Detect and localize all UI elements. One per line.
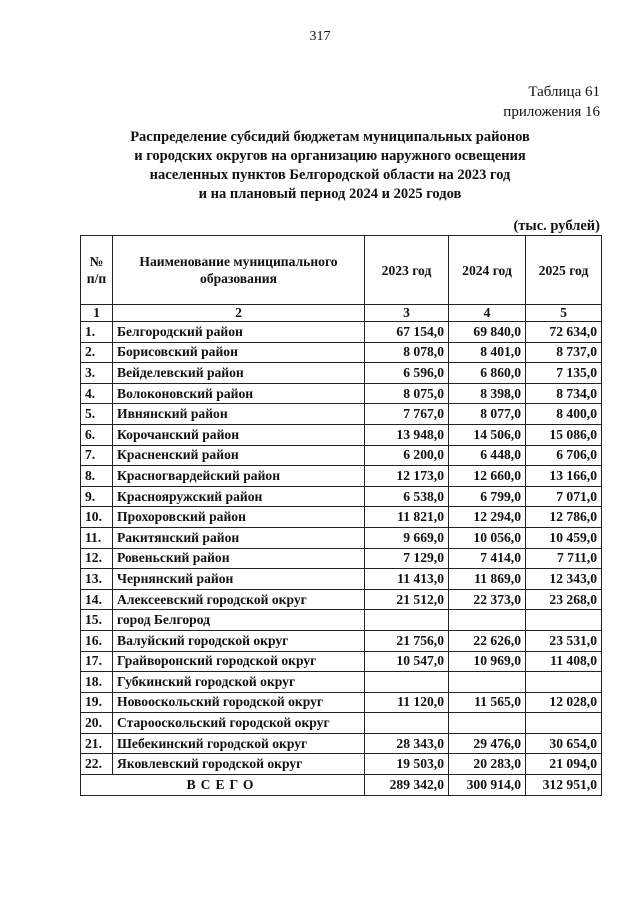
table-row — [81, 466, 602, 487]
table-row — [81, 383, 602, 404]
row-2025: 8 400,0 — [526, 404, 602, 425]
row-2024: 10 969,0 — [449, 651, 526, 672]
row-number: 14. — [81, 589, 113, 610]
subsidy-table — [80, 235, 602, 796]
row-name: город Белгород — [113, 610, 365, 631]
row-name: Алексеевский городской округ — [113, 589, 365, 610]
row-2024: 6 860,0 — [449, 363, 526, 384]
row-2023 — [365, 610, 449, 631]
table-row — [81, 342, 602, 363]
row-2023: 9 669,0 — [365, 527, 449, 548]
total-2023: 289 342,0 — [365, 775, 449, 796]
total-row — [81, 775, 602, 796]
table-row — [81, 733, 602, 754]
row-2023: 8 078,0 — [365, 342, 449, 363]
row-2023: 7 129,0 — [365, 548, 449, 569]
table-row — [81, 754, 602, 775]
column-number: 3 — [365, 305, 449, 322]
row-name: Белгородский район — [113, 322, 365, 343]
header-2024: 2024 год — [449, 236, 526, 305]
row-number: 22. — [81, 754, 113, 775]
column-number: 5 — [526, 305, 602, 322]
units-label: (тыс. рублей) — [513, 218, 600, 234]
row-number: 21. — [81, 733, 113, 754]
row-name: Новооскольский городской округ — [113, 692, 365, 713]
table-ref-line1: Таблица 61 — [528, 84, 600, 100]
table-row — [81, 527, 602, 548]
header-num — [81, 236, 113, 305]
header-num-line2: п/п — [86, 271, 107, 286]
row-2023: 11 413,0 — [365, 569, 449, 590]
row-2024: 12 660,0 — [449, 466, 526, 487]
header-name-line1: Наименование муниципального — [139, 254, 338, 269]
row-2025: 12 786,0 — [526, 507, 602, 528]
row-2025: 21 094,0 — [526, 754, 602, 775]
row-2024: 11 565,0 — [449, 692, 526, 713]
table-body — [81, 322, 602, 775]
row-2025: 6 706,0 — [526, 445, 602, 466]
row-2025: 72 634,0 — [526, 322, 602, 343]
row-name: Красненский район — [113, 445, 365, 466]
row-2023 — [365, 713, 449, 734]
row-2023: 21 756,0 — [365, 630, 449, 651]
row-2024: 7 414,0 — [449, 548, 526, 569]
row-2023: 11 120,0 — [365, 692, 449, 713]
table-row — [81, 630, 602, 651]
row-2025: 8 737,0 — [526, 342, 602, 363]
row-2024: 6 448,0 — [449, 445, 526, 466]
table-row — [81, 322, 602, 343]
table-reference — [503, 82, 600, 122]
total-label: ВСЕГО — [81, 775, 365, 796]
row-2025: 12 343,0 — [526, 569, 602, 590]
row-name: Борисовский район — [113, 342, 365, 363]
row-2024: 8 398,0 — [449, 383, 526, 404]
row-number: 7. — [81, 445, 113, 466]
row-2023: 6 596,0 — [365, 363, 449, 384]
row-number: 15. — [81, 610, 113, 631]
column-number: 2 — [113, 305, 365, 322]
row-2024: 22 626,0 — [449, 630, 526, 651]
row-2023: 67 154,0 — [365, 322, 449, 343]
row-2023: 28 343,0 — [365, 733, 449, 754]
row-2025 — [526, 610, 602, 631]
row-2024: 11 869,0 — [449, 569, 526, 590]
row-name: Ровеньский район — [113, 548, 365, 569]
table-row — [81, 548, 602, 569]
row-number: 13. — [81, 569, 113, 590]
row-number: 8. — [81, 466, 113, 487]
row-2023: 6 200,0 — [365, 445, 449, 466]
row-name: Валуйский городской округ — [113, 630, 365, 651]
row-name: Шебекинский городской округ — [113, 733, 365, 754]
row-2025: 7 711,0 — [526, 548, 602, 569]
row-2023: 12 173,0 — [365, 466, 449, 487]
header-2025: 2025 год — [526, 236, 602, 305]
row-name: Красногвардейский район — [113, 466, 365, 487]
title-line2: и городских округов на организацию наружного освещения — [134, 148, 526, 164]
table-row — [81, 692, 602, 713]
row-2023: 6 538,0 — [365, 486, 449, 507]
header-num-line1: № — [89, 254, 104, 269]
row-2023: 11 821,0 — [365, 507, 449, 528]
table-row — [81, 610, 602, 631]
row-name: Губкинский городской округ — [113, 672, 365, 693]
table-row — [81, 424, 602, 445]
row-2024: 69 840,0 — [449, 322, 526, 343]
row-2025: 11 408,0 — [526, 651, 602, 672]
title-line3: населенных пунктов Белгородской области на 2023 год — [149, 167, 511, 183]
table-row — [81, 651, 602, 672]
column-number-row — [81, 305, 602, 322]
row-2024: 8 077,0 — [449, 404, 526, 425]
header-name — [113, 236, 365, 305]
row-2023: 13 948,0 — [365, 424, 449, 445]
table-row — [81, 569, 602, 590]
row-2024 — [449, 713, 526, 734]
header-2023: 2023 год — [365, 236, 449, 305]
total-2024: 300 914,0 — [449, 775, 526, 796]
row-number: 17. — [81, 651, 113, 672]
row-number: 18. — [81, 672, 113, 693]
row-number: 6. — [81, 424, 113, 445]
header-row — [81, 236, 602, 305]
table-row — [81, 486, 602, 507]
row-name: Ивнянский район — [113, 404, 365, 425]
header-name-line2: образования — [200, 271, 277, 286]
page-number: 317 — [309, 29, 331, 44]
row-2023: 10 547,0 — [365, 651, 449, 672]
row-name: Краснояружский район — [113, 486, 365, 507]
row-2025 — [526, 713, 602, 734]
row-2025: 15 086,0 — [526, 424, 602, 445]
row-name: Волоконовский район — [113, 383, 365, 404]
row-2025: 12 028,0 — [526, 692, 602, 713]
table-row — [81, 363, 602, 384]
row-2024: 14 506,0 — [449, 424, 526, 445]
row-name: Корочанский район — [113, 424, 365, 445]
row-2023: 19 503,0 — [365, 754, 449, 775]
row-2024 — [449, 672, 526, 693]
row-number: 11. — [81, 527, 113, 548]
row-2023: 7 767,0 — [365, 404, 449, 425]
row-number: 9. — [81, 486, 113, 507]
row-2025: 13 166,0 — [526, 466, 602, 487]
table-row — [81, 445, 602, 466]
row-2023 — [365, 672, 449, 693]
row-number: 20. — [81, 713, 113, 734]
row-name: Грайворонский городской округ — [113, 651, 365, 672]
row-2024: 20 283,0 — [449, 754, 526, 775]
row-2024: 29 476,0 — [449, 733, 526, 754]
total-2025: 312 951,0 — [526, 775, 602, 796]
row-2024 — [449, 610, 526, 631]
row-2023: 21 512,0 — [365, 589, 449, 610]
row-name: Прохоровский район — [113, 507, 365, 528]
table-row — [81, 713, 602, 734]
row-2025: 10 459,0 — [526, 527, 602, 548]
document-title — [60, 128, 600, 204]
row-2025 — [526, 672, 602, 693]
row-number: 19. — [81, 692, 113, 713]
row-2025: 7 071,0 — [526, 486, 602, 507]
row-2024: 10 056,0 — [449, 527, 526, 548]
title-line4: и на плановый период 2024 и 2025 годов — [198, 186, 462, 202]
table-row — [81, 404, 602, 425]
row-number: 1. — [81, 322, 113, 343]
row-2025: 23 268,0 — [526, 589, 602, 610]
row-number: 5. — [81, 404, 113, 425]
row-2023: 8 075,0 — [365, 383, 449, 404]
row-number: 4. — [81, 383, 113, 404]
table-row — [81, 672, 602, 693]
table-row — [81, 507, 602, 528]
row-2024: 22 373,0 — [449, 589, 526, 610]
title-line1: Распределение субсидий бюджетам муниципальных районов — [130, 129, 530, 145]
row-2024: 12 294,0 — [449, 507, 526, 528]
row-2025: 7 135,0 — [526, 363, 602, 384]
row-number: 12. — [81, 548, 113, 569]
column-number: 4 — [449, 305, 526, 322]
row-name: Вейделевский район — [113, 363, 365, 384]
row-name: Ракитянский район — [113, 527, 365, 548]
row-number: 16. — [81, 630, 113, 651]
row-name: Чернянский район — [113, 569, 365, 590]
row-2024: 6 799,0 — [449, 486, 526, 507]
row-number: 10. — [81, 507, 113, 528]
row-2025: 8 734,0 — [526, 383, 602, 404]
table-ref-line2: приложения 16 — [503, 104, 600, 120]
row-2024: 8 401,0 — [449, 342, 526, 363]
row-name: Яковлевский городской округ — [113, 754, 365, 775]
row-number: 3. — [81, 363, 113, 384]
row-2025: 23 531,0 — [526, 630, 602, 651]
table-row — [81, 589, 602, 610]
row-number: 2. — [81, 342, 113, 363]
row-2025: 30 654,0 — [526, 733, 602, 754]
row-name: Старооскольский городской округ — [113, 713, 365, 734]
column-number: 1 — [81, 305, 113, 322]
